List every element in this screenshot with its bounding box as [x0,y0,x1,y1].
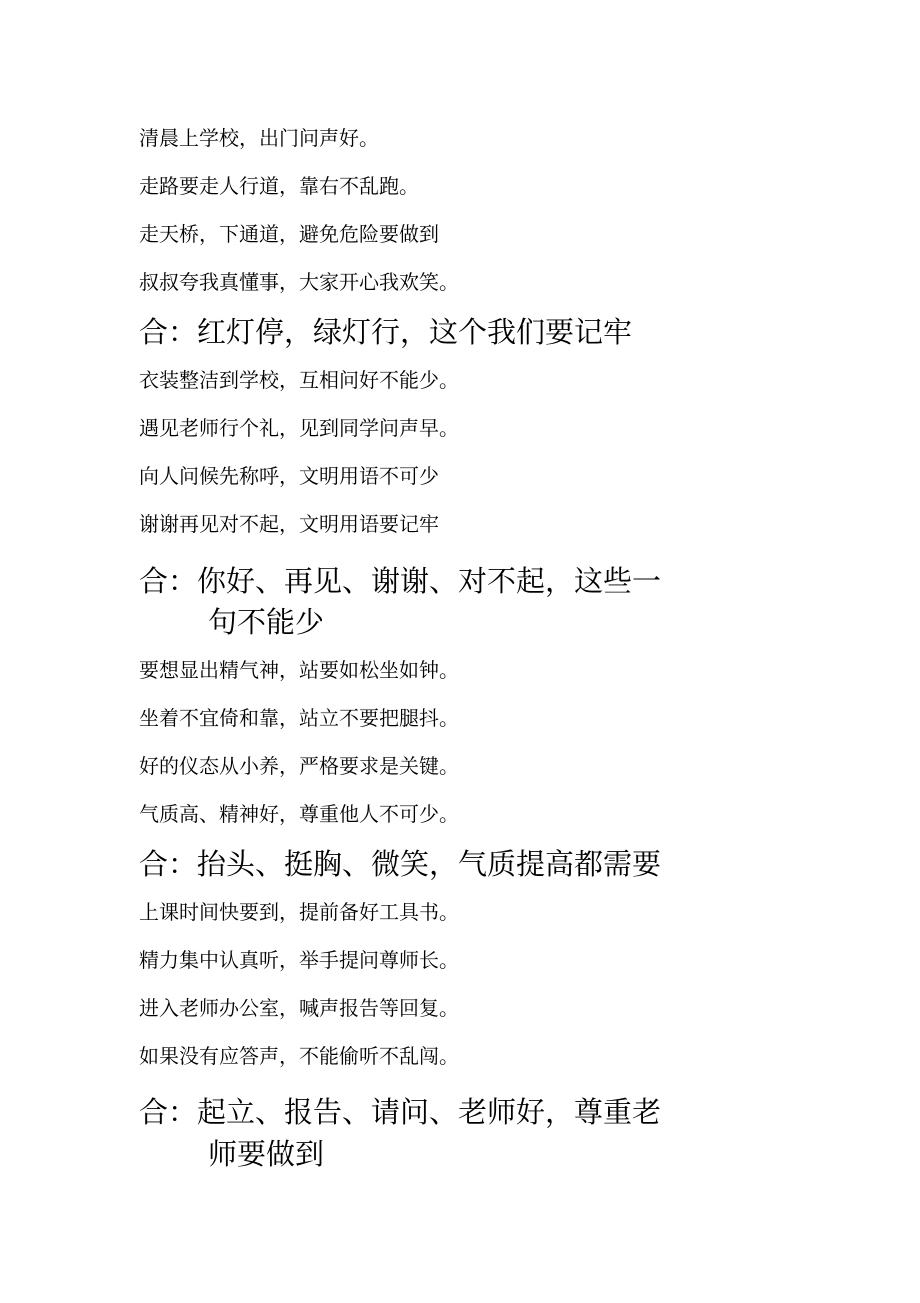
verse-line: 好的仪态从小养，严格要求是关键。 [139,754,459,778]
verse-line: 上课时间快要到，提前备好工具书。 [139,900,459,924]
verse-line: 叔叔夸我真懂事，大家开心我欢笑。 [139,270,459,294]
verse-line: 走路要走人行道，靠右不乱跑。 [139,174,419,198]
chorus-line-continuation: 句不能少 [208,605,325,639]
verse-line: 遇见老师行个礼，见到同学问声早。 [139,416,459,440]
verse-line: 如果没有应答声，不能偷听不乱闯。 [139,1044,459,1068]
chorus-line: 合：起立、报告、请问、老师好，尊重老 [139,1095,662,1129]
verse-line: 坐着不宜倚和靠，站立不要把腿抖。 [139,706,459,730]
chorus-line-continuation: 师要做到 [208,1137,325,1171]
verse-line: 衣装整洁到学校，互相问好不能少。 [139,368,459,392]
verse-line: 进入老师办公室，喊声报告等回复。 [139,996,459,1020]
verse-line: 要想显出精气神，站要如松坐如钟。 [139,658,459,682]
chorus-line: 合：你好、再见、谢谢、对不起，这些一 [139,564,662,598]
verse-line: 气质高、精神好，尊重他人不可少。 [139,802,459,826]
verse-line: 走天桥，下通道，避免危险要做到 [139,222,439,246]
verse-line: 谢谢再见对不起，文明用语要记牢 [139,512,439,536]
verse-line: 清晨上学校，出门问声好。 [139,126,379,150]
chorus-line: 合：红灯停，绿灯行，这个我们要记牢 [139,315,633,349]
verse-line: 精力集中认真听，举手提问尊师长。 [139,948,459,972]
verse-line: 向人问候先称呼，文明用语不可少 [139,464,439,488]
chorus-line: 合：抬头、挺胸、微笑，气质提高都需要 [139,847,662,881]
